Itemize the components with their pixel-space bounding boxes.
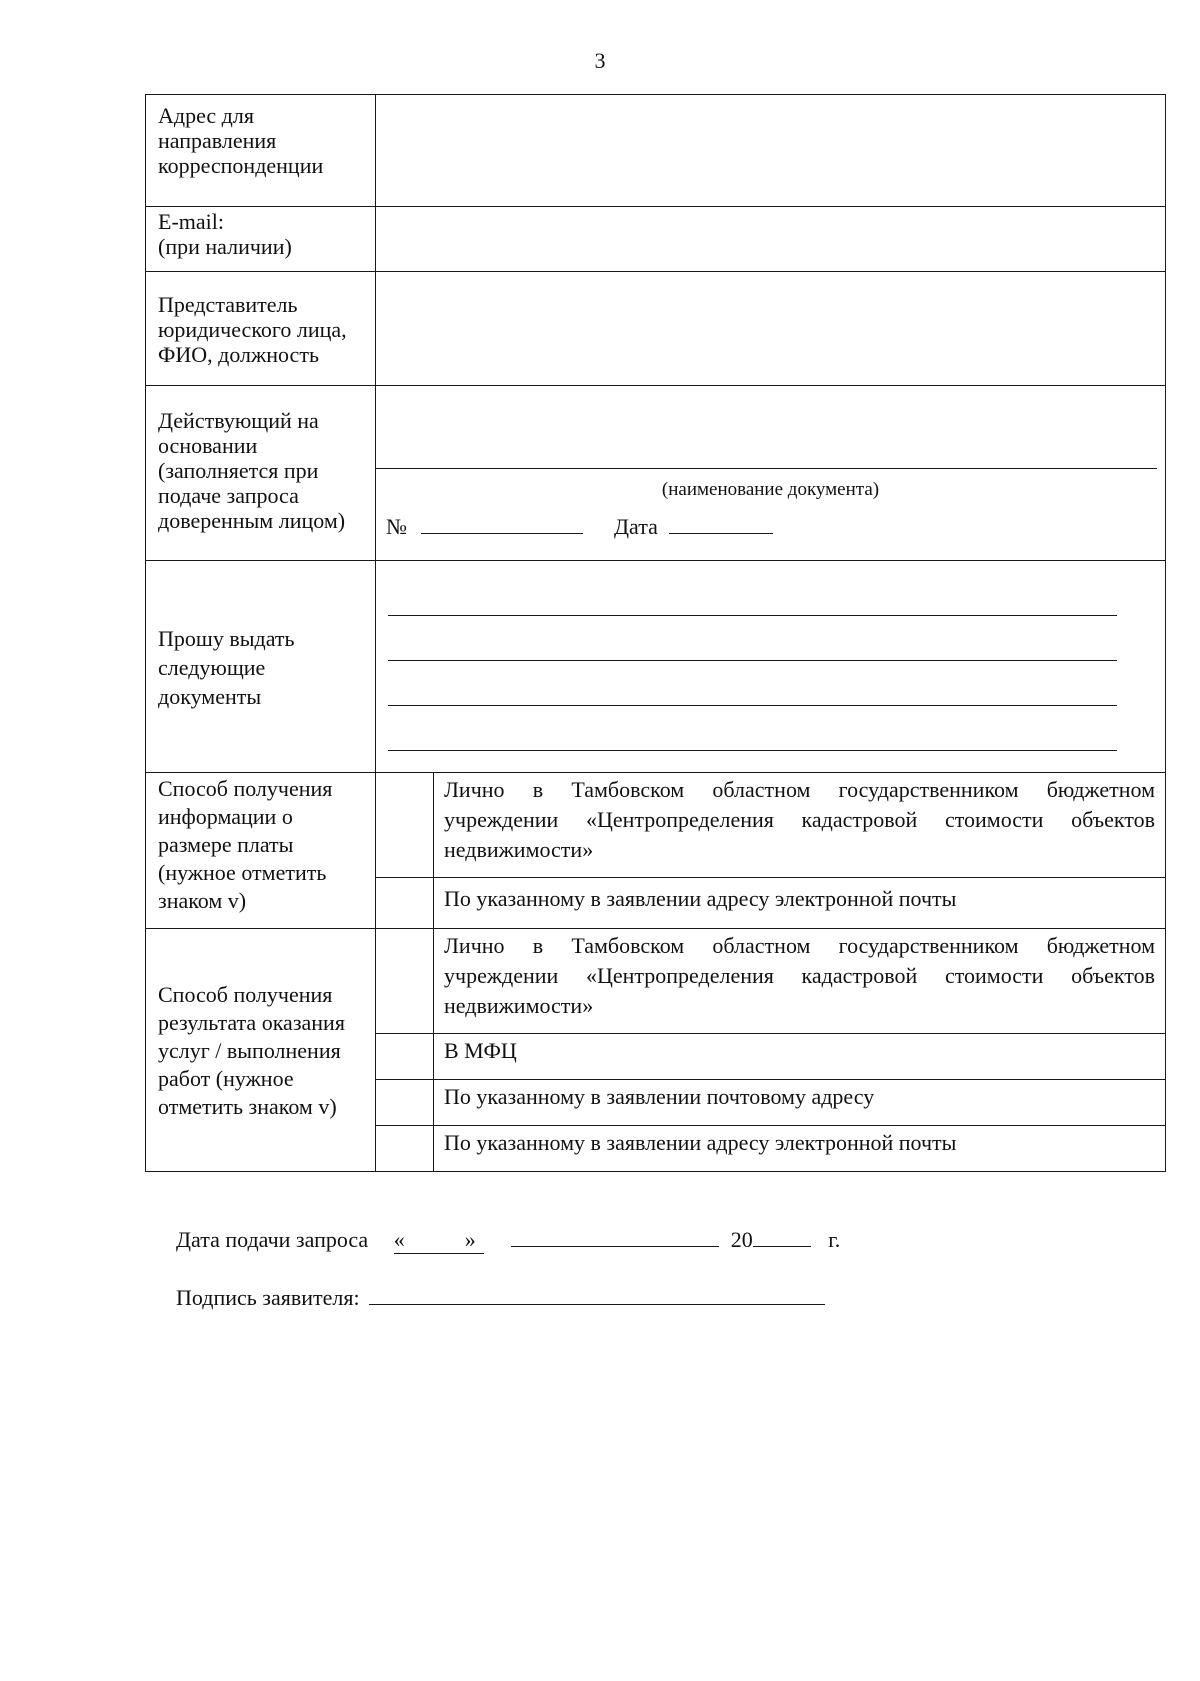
- signature-label: Подпись заявителя:: [176, 1285, 360, 1310]
- acting-basis-cell: [376, 386, 1166, 561]
- result-option-1-label: Лично в Тамбовском областном государственником бюджетном учреждении «Центропределения кадастровой стоимости объектов недвижимости»: [434, 929, 1166, 1034]
- request-docs-line-3[interactable]: [388, 661, 1117, 706]
- email-label-line-2: (при наличии): [158, 234, 292, 259]
- application-form-table: [145, 94, 1166, 1172]
- request-date-label: Дата подачи запроса: [176, 1227, 369, 1252]
- request-month-field[interactable]: [511, 1224, 719, 1247]
- signature-field[interactable]: [369, 1282, 825, 1305]
- acting-basis-label: Действующий на основании (заполняется при подаче запроса доверенным лицом): [146, 386, 376, 561]
- request-docs-line-2[interactable]: [388, 616, 1117, 661]
- representative-field[interactable]: [376, 272, 1166, 386]
- email-label: [146, 207, 376, 272]
- address-row: [146, 95, 1166, 207]
- result-option-4-label: По указанному в заявлении адресу электронной почты: [434, 1126, 1166, 1172]
- fee-info-option-1-checkbox[interactable]: [376, 773, 434, 878]
- fee-info-label: Способ получения информации о размере платы (нужное отметить знаком v): [146, 773, 376, 929]
- close-quote: »: [464, 1227, 476, 1252]
- result-option-1-checkbox[interactable]: [376, 929, 434, 1034]
- address-field[interactable]: [376, 95, 1166, 207]
- email-row: [146, 207, 1166, 272]
- request-docs-line-1[interactable]: [388, 561, 1117, 616]
- number-sign: №: [386, 514, 407, 539]
- document-number-field[interactable]: [421, 511, 583, 534]
- result-option-2-label: В МФЦ: [434, 1034, 1166, 1080]
- result-option-1-row: [146, 929, 1166, 1034]
- request-docs-row: [146, 561, 1166, 773]
- document-name-field[interactable]: [376, 386, 1157, 469]
- result-option-2-checkbox[interactable]: [376, 1034, 434, 1080]
- address-label: Адрес для направления корреспонденции: [146, 95, 376, 207]
- fee-info-option-1-row: [146, 773, 1166, 878]
- document-date-field[interactable]: [669, 511, 773, 534]
- year-suffix: г.: [828, 1227, 841, 1252]
- request-date-line: [176, 1224, 840, 1254]
- page-number: 3: [594, 48, 606, 73]
- request-day-field[interactable]: [394, 1227, 484, 1254]
- email-label-line-1: E-mail:: [158, 209, 224, 234]
- representative-row: [146, 272, 1166, 386]
- request-docs-line-4[interactable]: [388, 706, 1117, 751]
- result-method-label: Способ получения результата оказания услуг / выполнения работ (нужное отметить знаком v): [146, 929, 376, 1172]
- signature-line: [176, 1282, 825, 1311]
- document-name-hint: (наименование документа): [661, 479, 880, 500]
- request-year-field[interactable]: [753, 1224, 811, 1247]
- open-quote: «: [393, 1227, 405, 1252]
- fee-info-option-2-checkbox[interactable]: [376, 878, 434, 929]
- request-docs-cell: [376, 561, 1166, 773]
- email-field[interactable]: [376, 207, 1166, 272]
- number-date-line: [376, 501, 1165, 540]
- fee-info-option-2-label: По указанному в заявлении адресу электронной почты: [434, 878, 1166, 929]
- result-option-4-checkbox[interactable]: [376, 1126, 434, 1172]
- result-option-3-checkbox[interactable]: [376, 1080, 434, 1126]
- representative-label: Представитель юридического лица, ФИО, должность: [146, 272, 376, 386]
- result-option-3-label: По указанному в заявлении почтовому адресу: [434, 1080, 1166, 1126]
- fee-info-option-1-label: Лично в Тамбовском областном государственником бюджетном учреждении «Центропределения кадастровой стоимости объектов недвижимости»: [434, 773, 1166, 878]
- date-label: Дата: [614, 514, 658, 539]
- acting-basis-row: [146, 386, 1166, 561]
- request-docs-label: Прошу выдать следующие документы: [146, 561, 376, 773]
- year-prefix: 20: [730, 1227, 753, 1252]
